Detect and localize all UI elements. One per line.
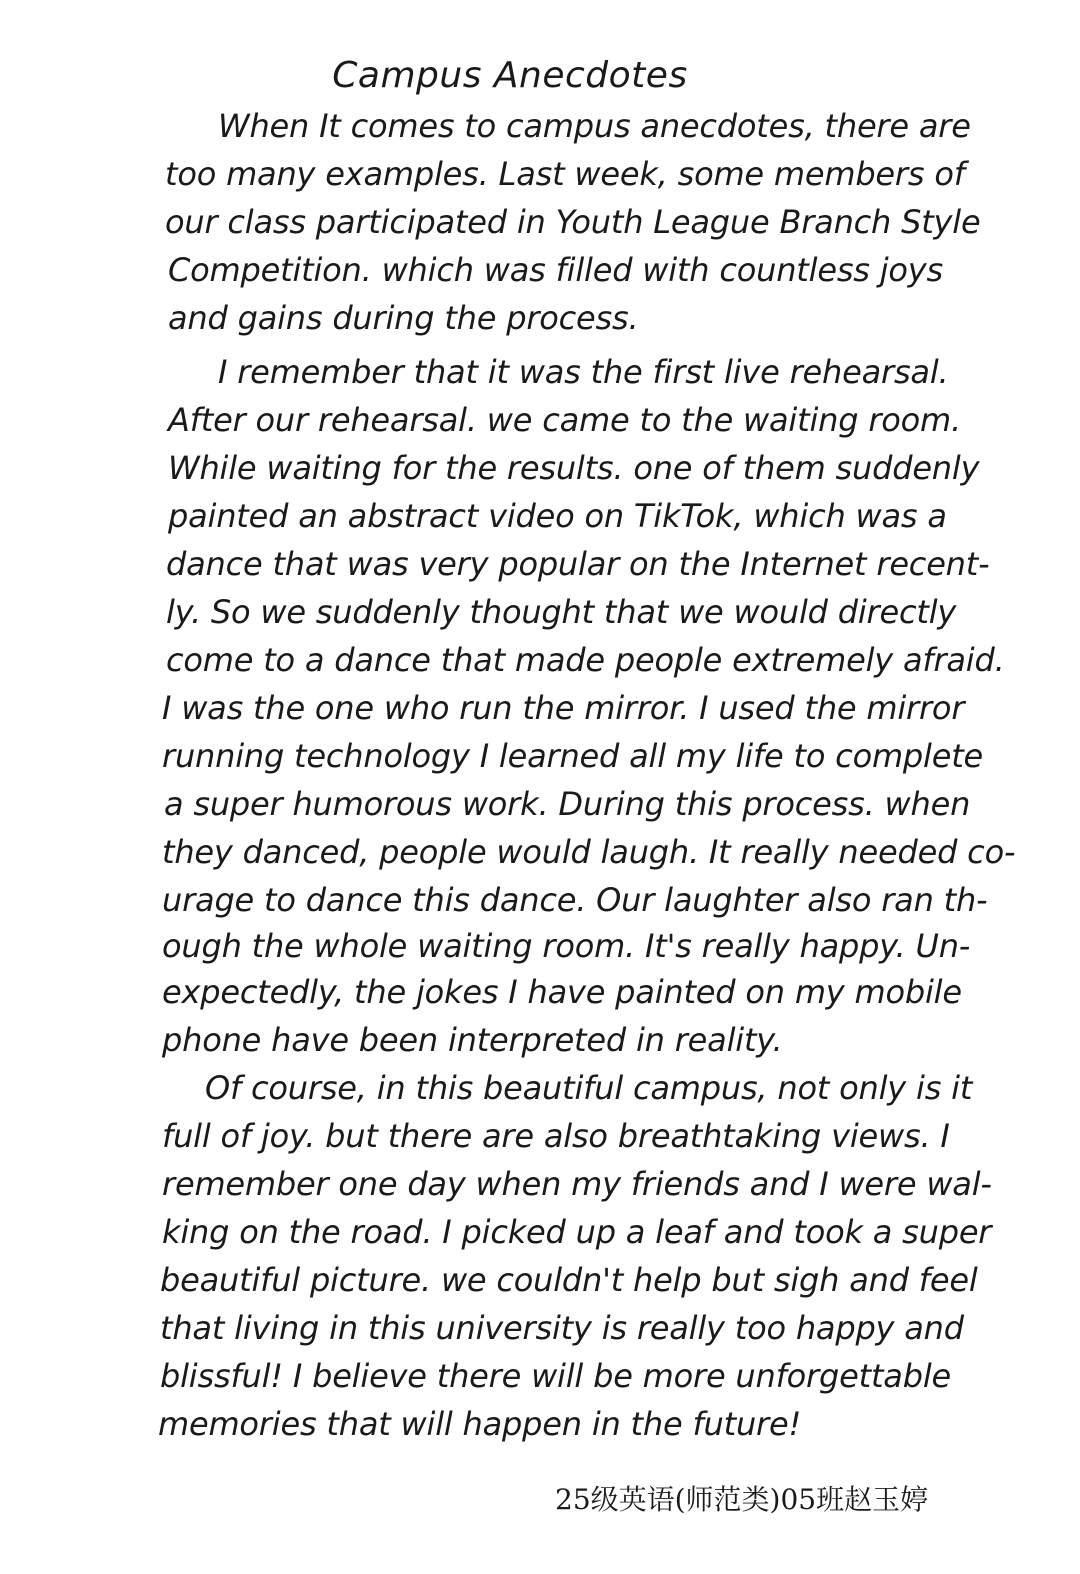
essay-line: a super humorous work. During this process. when [164, 785, 971, 823]
essay-line: come to a dance that made people extremely afraid. [166, 641, 1005, 679]
essay-line: I was the one who run the mirror. I used the mirror [162, 689, 965, 727]
essay-line: phone have been interpreted in reality. [162, 1021, 783, 1059]
essay-line: too many examples. Last week, some members of [165, 155, 965, 193]
essay-line: urage to dance this dance. Our laughter also ran th- [162, 881, 988, 919]
essay-line: and gains during the process. [168, 299, 639, 337]
essay-title: Campus Anecdotes [332, 55, 688, 96]
essay-line: While waiting for the results. one of them suddenly [168, 449, 980, 487]
essay-line: memories that will happen in the future! [158, 1405, 802, 1443]
essay-line: they danced, people would laugh. It really needed co- [162, 833, 1016, 871]
essay-line: king on the road. I picked up a leaf and took a super [162, 1213, 992, 1251]
essay-line: painted an abstract video on TikTok, which was a [168, 497, 947, 535]
essay-line: When It comes to campus anecdotes, there are [218, 107, 971, 145]
essay-line: full of joy. but there are also breathtaking views. I [162, 1117, 950, 1155]
essay-line: remember one day when my friends and I were wal- [162, 1165, 992, 1203]
essay-line: Competition. which was filled with countless joys [168, 251, 944, 289]
essay-line: running technology I learned all my life to complete [162, 737, 984, 775]
essay-line: Of course, in this beautiful campus, not only is it [205, 1069, 973, 1107]
essay-line: dance that was very popular on the Internet recent- [166, 545, 990, 583]
essay-line: ly. So we suddenly thought that we would directly [166, 593, 957, 631]
author-signature: 25级英语(师范类)05班赵玉婷 [555, 1483, 929, 1516]
essay-line: I remember that it was the first live rehearsal. [218, 353, 949, 391]
essay-line: After our rehearsal. we came to the waiting room. [168, 401, 961, 439]
essay-line: our class participated in Youth League Branch Style [165, 203, 981, 241]
essay-line: expectedly, the jokes I have painted on my mobile [162, 973, 962, 1011]
essay-line: that living in this university is really too happy and [160, 1309, 964, 1347]
essay-line: beautiful picture. we couldn't help but sigh and feel [160, 1261, 978, 1299]
essay-line: blissful! I believe there will be more unforgettable [160, 1357, 951, 1395]
essay-line: ough the whole waiting room. It's really happy. Un- [162, 927, 971, 965]
